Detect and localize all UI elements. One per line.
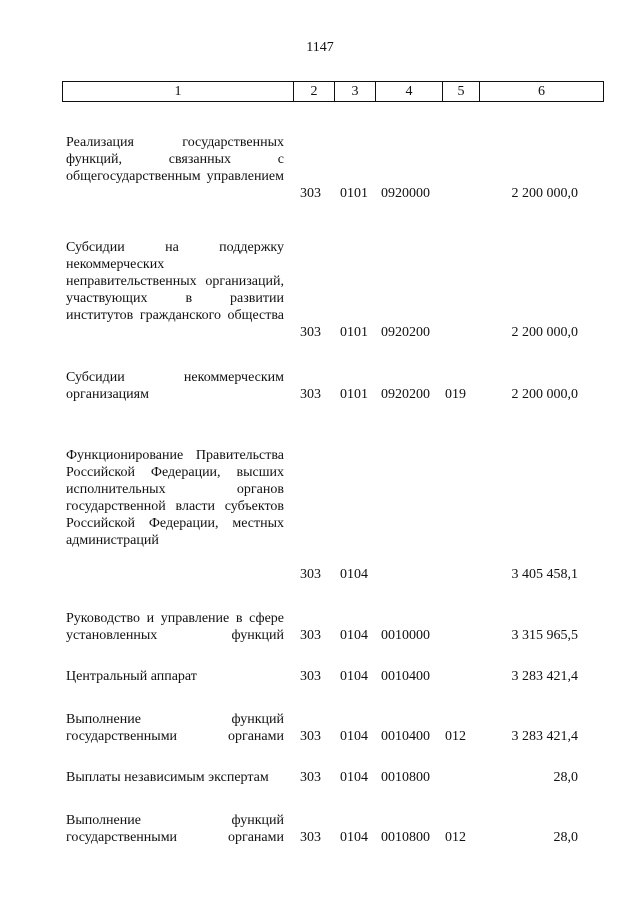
row-admin-code: 303 — [300, 729, 321, 744]
row-amount: 2 200 000,0 — [511, 186, 578, 201]
column-header-2: 2 — [294, 82, 335, 102]
row-description: Выполнение функций государственными органами — [66, 712, 284, 744]
row-admin-code: 303 — [300, 830, 321, 845]
row-admin-code: 303 — [300, 669, 321, 684]
row-admin-code: 303 — [300, 325, 321, 340]
column-header-3: 3 — [335, 82, 376, 102]
row-section-code: 0104 — [340, 567, 368, 582]
column-header-4: 4 — [376, 82, 443, 102]
row-amount: 3 405 458,1 — [511, 567, 578, 582]
row-amount: 2 200 000,0 — [511, 387, 578, 402]
row-description: Выполнение функций государственными органами — [66, 813, 284, 845]
row-amount: 2 200 000,0 — [511, 325, 578, 340]
row-description: Субсидии на поддержку некоммерческих неправительственных организаций, участвующих в развитии институтов гражданского общества — [66, 240, 284, 323]
row-admin-code: 303 — [300, 186, 321, 201]
row-section-code: 0104 — [340, 669, 368, 684]
row-description: Руководство и управление в сфере установленных функций — [66, 611, 284, 643]
row-target-code: 0010000 — [381, 628, 430, 643]
row-type-code: 012 — [445, 729, 466, 744]
row-target-code: 0920200 — [381, 387, 430, 402]
row-amount: 3 283 421,4 — [511, 669, 578, 684]
column-header-6: 6 — [480, 82, 604, 102]
row-section-code: 0101 — [340, 387, 368, 402]
row-admin-code: 303 — [300, 628, 321, 643]
row-description: Субсидии некоммерческим организациям — [66, 370, 284, 402]
row-section-code: 0104 — [340, 729, 368, 744]
row-target-code: 0010400 — [381, 729, 430, 744]
row-type-code: 019 — [445, 387, 466, 402]
row-target-code: 0010800 — [381, 770, 430, 785]
row-description: Выплаты независимым экспертам — [66, 770, 269, 785]
row-target-code: 0920200 — [381, 325, 430, 340]
column-header-table — [62, 81, 604, 102]
page-number: 1147 — [306, 40, 334, 55]
row-section-code: 0101 — [340, 325, 368, 340]
row-target-code: 0920000 — [381, 186, 430, 201]
column-header-5: 5 — [443, 82, 480, 102]
row-amount: 28,0 — [553, 770, 578, 785]
row-admin-code: 303 — [300, 387, 321, 402]
row-section-code: 0104 — [340, 770, 368, 785]
row-amount: 3 315 965,5 — [511, 628, 578, 643]
row-type-code: 012 — [445, 830, 466, 845]
row-admin-code: 303 — [300, 770, 321, 785]
row-section-code: 0104 — [340, 830, 368, 845]
column-header-1: 1 — [63, 82, 294, 102]
row-description: Функционирование Правительства Российской Федерации, высших исполнительных органов государственной власти субъектов Российской Федерации, местных администраций — [66, 448, 284, 548]
row-amount: 3 283 421,4 — [511, 729, 578, 744]
row-target-code: 0010800 — [381, 830, 430, 845]
row-admin-code: 303 — [300, 567, 321, 582]
row-amount: 28,0 — [553, 830, 578, 845]
row-section-code: 0104 — [340, 628, 368, 643]
row-description: Реализация государственных функций, связанных с общегосударственным управлением — [66, 135, 284, 184]
row-description: Центральный аппарат — [66, 669, 197, 684]
row-section-code: 0101 — [340, 186, 368, 201]
row-target-code: 0010400 — [381, 669, 430, 684]
